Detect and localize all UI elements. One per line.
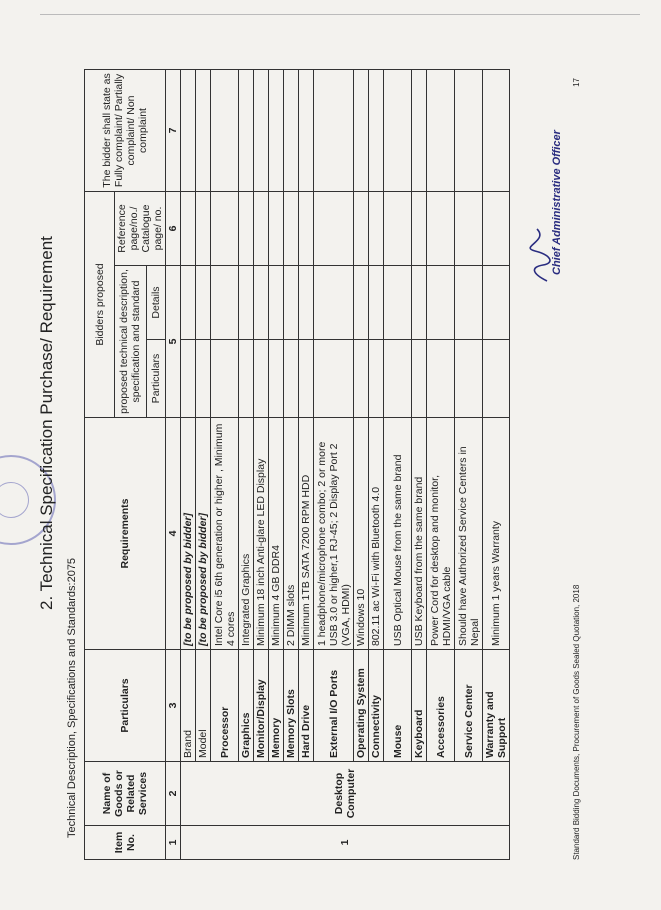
header-particulars: Particulars bbox=[85, 650, 166, 762]
signature-title: Chief Administrative Officer bbox=[551, 130, 563, 275]
requirement-cell: 802.11 ac Wi-Fi with Bluetooth 4.0 bbox=[369, 418, 384, 650]
spec-table bbox=[84, 69, 510, 860]
header-requirements: Requirements bbox=[85, 418, 166, 650]
particular-cell: Graphics bbox=[239, 650, 254, 762]
requirement-cell: USB Keyboard from the same brand bbox=[412, 418, 427, 650]
rotated-page bbox=[34, 70, 595, 860]
header-bidders-proposed: Bidders proposed bbox=[85, 191, 115, 417]
requirement-cell: Should have Authorized Service Centers in Nepal bbox=[455, 418, 483, 650]
particular-cell: Keyboard bbox=[412, 650, 427, 762]
particular-cell: Model bbox=[196, 650, 211, 762]
col-number: 6 bbox=[166, 191, 181, 265]
requirement-cell: 1 headphone/microphone combo; 2 or more USB 3.0 or higher,1 RJ-45; 2 Display Port 2 (VGA, HDMI) bbox=[314, 418, 354, 650]
requirement-cell: Intel Core i5 6th generation or higher , Minimum 4 cores bbox=[211, 418, 239, 650]
requirement-cell: Windows 10 bbox=[354, 418, 369, 650]
scan-edge-line bbox=[40, 14, 640, 15]
particular-cell: Brand bbox=[181, 650, 196, 762]
particular-cell: Operating System bbox=[354, 650, 369, 762]
col-number: 5 bbox=[166, 266, 181, 418]
particular-cell: Mouse bbox=[384, 650, 412, 762]
particular-cell: Warranty and Support bbox=[483, 650, 510, 762]
col-number: 2 bbox=[166, 762, 181, 826]
header-sub-particulars: Particulars bbox=[146, 340, 165, 418]
particular-cell: Monitor/Display bbox=[254, 650, 269, 762]
header-item-no: Item No. bbox=[85, 826, 166, 860]
particular-cell: Processor bbox=[211, 650, 239, 762]
requirement-cell: Minimum 4 GB DDR4 bbox=[269, 418, 284, 650]
header-reference: Reference page/no./ Catalogue page/ no. bbox=[115, 191, 166, 265]
requirement-cell: Minimum 1 years Warranty bbox=[483, 418, 510, 650]
item-number: 1 bbox=[181, 826, 510, 860]
particular-cell: Connectivity bbox=[369, 650, 384, 762]
requirement-cell: [to be proposed by bidder] bbox=[181, 418, 196, 650]
signature-scribble-icon bbox=[529, 225, 553, 285]
particular-cell: External I/O Ports bbox=[314, 650, 354, 762]
header-name: Name of Goods or Related Services bbox=[85, 762, 166, 826]
particular-cell: Memory bbox=[269, 650, 284, 762]
particular-cell: Accessories bbox=[427, 650, 455, 762]
header-sub-details: Details bbox=[146, 266, 165, 340]
item-name: Desktop Computer bbox=[181, 762, 510, 826]
requirement-cell: Minimum 18 inch Anti-glare LED Display bbox=[254, 418, 269, 650]
particular-cell: Memory Slots bbox=[284, 650, 299, 762]
page-number: 17 bbox=[572, 78, 581, 87]
col-number: 1 bbox=[166, 826, 181, 860]
col-number: 3 bbox=[166, 650, 181, 762]
page-subtitle: Technical Description, Specifications and Standards:2075 bbox=[66, 557, 78, 838]
requirement-cell: [to be proposed by bidder] bbox=[196, 418, 211, 650]
requirement-cell: Minimum 1TB SATA 7200 RPM HDD bbox=[299, 418, 314, 650]
particular-cell: Hard Drive bbox=[299, 650, 314, 762]
col-number: 4 bbox=[166, 418, 181, 650]
requirement-cell: 2 DIMM slots bbox=[284, 418, 299, 650]
signature bbox=[529, 130, 569, 285]
requirement-cell: Power Cord for desktop and monitor, HDMI/VGA cable bbox=[427, 418, 455, 650]
header-state: The bidder shall state as Fully complaint/ Partially complaint/ Non complaint bbox=[85, 69, 166, 191]
col-number: 7 bbox=[166, 69, 181, 191]
header-proposed-desc: proposed technical description, specification and standard bbox=[115, 266, 147, 418]
particular-cell: Service Center bbox=[455, 650, 483, 762]
page-title: 2. Technical Specification Purchase/ Requirement bbox=[37, 236, 56, 610]
requirement-cell: Integrated Graphics bbox=[239, 418, 254, 650]
requirement-cell: USB Optical Mouse from the same brand bbox=[384, 418, 412, 650]
footer-text: Standard Bidding Documents, Procurement of Goods Sealed Quotation, 2018 bbox=[572, 584, 581, 860]
